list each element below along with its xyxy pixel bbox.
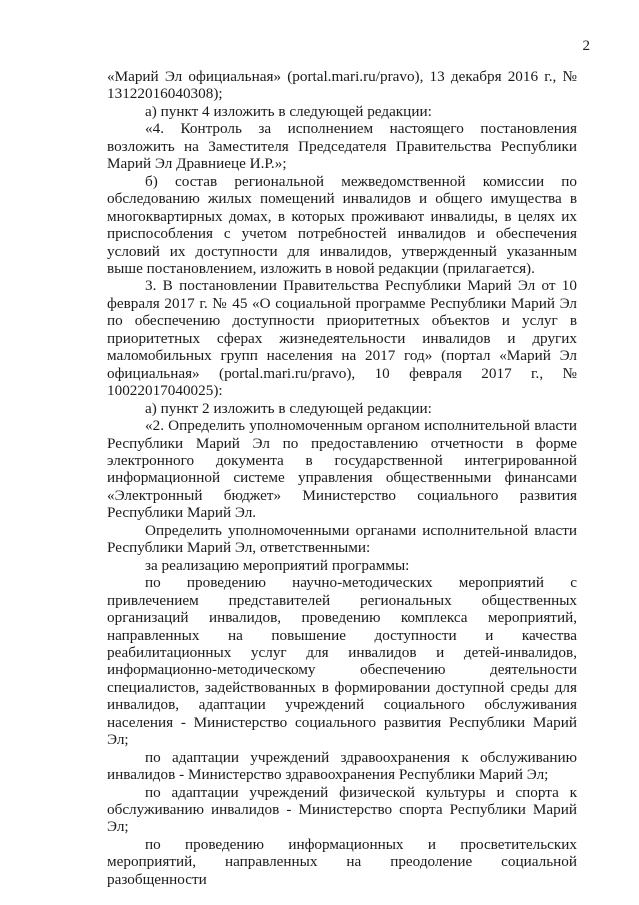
paragraph: 3. В постановлении Правительства Республики Марий Эл от 10 февраля 2017 г. № 45 «О социальной программе Республики Марий Эл по обеспечению доступности приоритетных объектов и услуг в приоритетных сферах жизнедеятельности инвалидов и других маломобильных групп населения на 2017 год» (портал «Марий Эл официальная» (portal.mari.ru/pravo), 10 февраля 2017 г., № 10022017040025): (107, 277, 577, 400)
paragraph: б) состав региональной межведомственной комиссии по обследованию жилых помещений инвалидов и общего имущества в многоквартирных домах, в которых проживают инвалиды, в целях их приспособления с учетом потребностей инвалидов и обеспечения условий их доступности для инвалидов, утвержденный указанным выше постановлением, изложить в новой редакции (прилагается). (107, 172, 577, 277)
paragraph: Определить уполномоченными органами исполнительной власти Республики Марий Эл, ответственными: (107, 521, 577, 557)
paragraph: «Марий Эл официальная» (portal.mari.ru/pravo), 13 декабря 2016 г., № 13122016040308); (107, 68, 577, 103)
paragraph: а) пункт 4 изложить в следующей редакции: (145, 102, 432, 120)
page-number: 2 (582, 38, 590, 54)
paragraph: по адаптации учреждений физической культуры и спорта к обслуживанию инвалидов - Министерство спорта Республики Марий Эл; (107, 783, 577, 836)
paragraph: «4. Контроль за исполнением настоящего постановления возложить на Заместителя Председателя Правительства Республики Марий Эл Дравниеце И.Р.»; (107, 120, 577, 173)
paragraph: по адаптации учреждений здравоохранения к обслуживанию инвалидов - Министерство здравоохранения Республики Марий Эл; (107, 748, 577, 784)
document-body (107, 68, 577, 888)
paragraph: «2. Определить уполномоченным органом исполнительной власти Республики Марий Эл по предоставлению отчетности в форме электронного документа в государственной интегрированной информационной системе управления общественными финансами «Электронный бюджет» Министерство социального развития Республики Марий Эл. (107, 417, 577, 522)
paragraph: по проведению информационных и просветительских мероприятий, направленных на преодоление социальной разобщенности (107, 835, 577, 888)
paragraph: за реализацию мероприятий программы: (145, 556, 410, 574)
paragraph: а) пункт 2 изложить в следующей редакции: (145, 399, 432, 417)
paragraph: по проведению научно-методических мероприятий с привлечением представителей региональных общественных организаций инвалидов, проведению комплекса мероприятий, направленных на повышение доступности и качества реабилитационных услуг для инвалидов и детей-инвалидов, информационно-методическому обеспечению деятельности специалистов, задействованных в формировании доступной среды для инвалидов, адаптации учреждений социального обслуживания населения - Министерство социального развития Республики Марий Эл; (107, 574, 577, 749)
